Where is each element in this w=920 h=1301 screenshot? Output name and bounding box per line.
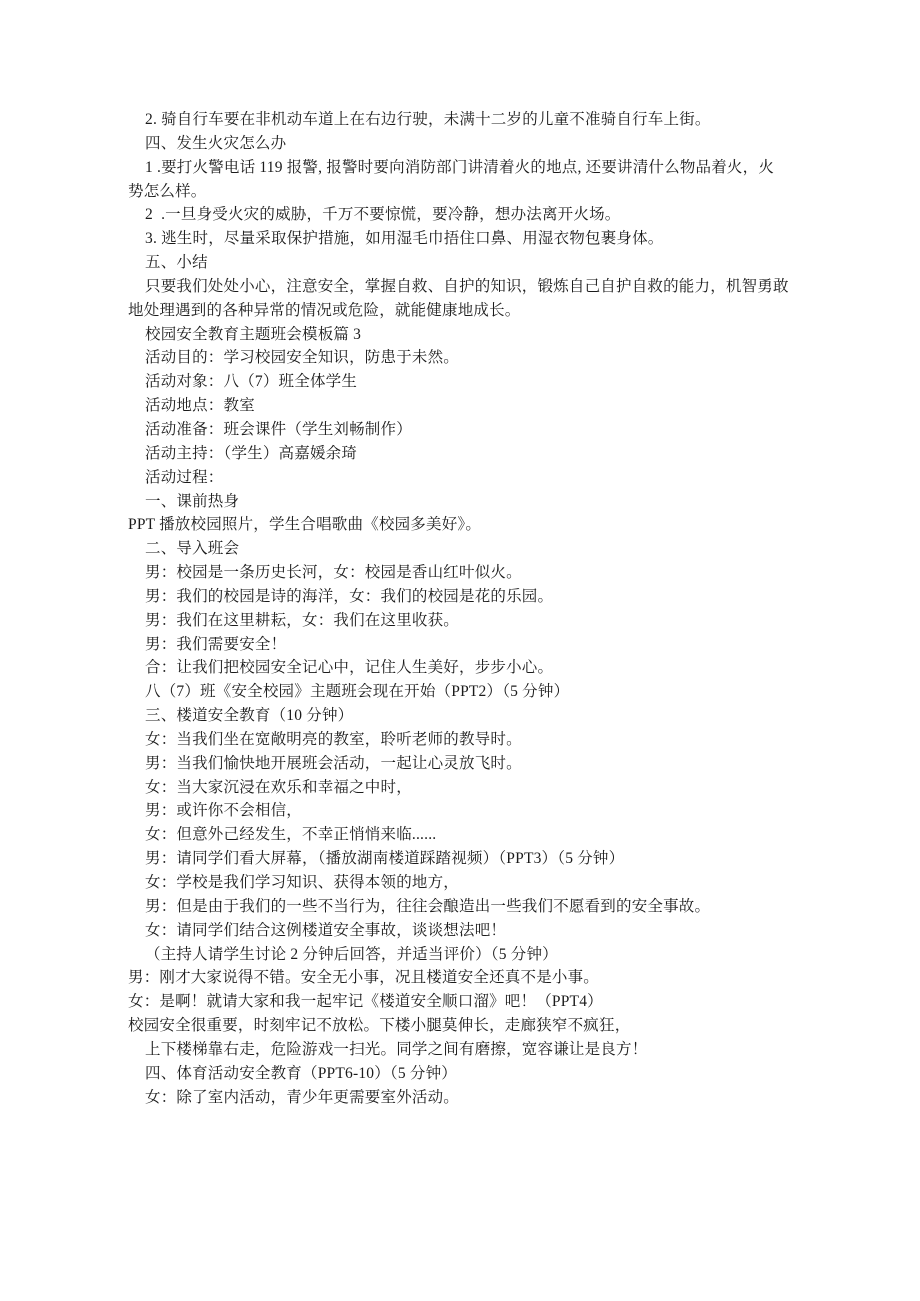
text-line: 合：让我们把校园安全记心中，记住人生美好，步步小心。 <box>145 659 554 677</box>
text-line: 活动对象：八（7）班全体学生 <box>145 373 358 391</box>
text-line: 男：校园是一条历史长河，女：校园是香山红叶似火。 <box>145 564 522 582</box>
text-line: 活动主持：（学生）高嘉媛余琦 <box>145 444 358 462</box>
text-line: 活动目的：学习校园安全知识，防患于未然。 <box>145 349 460 367</box>
text-line: 男：刚才大家说得不错。安全无小事，况且楼道安全还真不是小事。 <box>128 969 600 987</box>
text-line: 男：但是由于我们的一些不当行为，往往会酿造出一些我们不愿看到的安全事故。 <box>145 897 711 915</box>
text-line: 上下楼梯靠右走，危险游戏一扫光。同学之间有磨擦，宽容谦让是良方！ <box>145 1040 648 1058</box>
text-line: 女：当我们坐在宽敞明亮的教室，聆听老师的教导时。 <box>145 730 522 748</box>
text-line: 只要我们处处小心，注意安全，掌握自救、自护的知识，锻炼自己自护自救的能力，机智勇敢 <box>145 277 789 295</box>
text-line: PPT 播放校园照片，学生合唱歌曲《校园多美好》。 <box>128 516 482 534</box>
text-line: 女：学校是我们学习知识、获得本领的地方， <box>145 874 460 891</box>
text-line: 一、课前热身 <box>145 492 240 510</box>
text-line: 活动地点：教室 <box>145 397 255 415</box>
text-line: 四、发生火灾怎么办 <box>145 134 287 152</box>
text-line: 女：当大家沉浸在欢乐和幸福之中时， <box>145 778 412 796</box>
text-line: 3. 逃生时，尽量采取保护措施，如用湿毛巾捂住口鼻、用湿衣物包裹身体。 <box>145 230 664 248</box>
text-line: 校园安全教育主题班会模板篇 3 <box>145 325 362 343</box>
text-line: 男：我们在这里耕耘，女：我们在这里收获。 <box>145 611 460 629</box>
text-line: 男：或许你不会相信， <box>145 802 303 820</box>
text-line: （主持人请学生讨论 2 分钟后回答，并适当评价）（5 分钟） <box>145 945 558 963</box>
text-line: 1 .要打火警电话 119 报警, 报警时要向消防部门讲清着火的地点, 还要讲清什么物品着火，火 <box>145 158 775 176</box>
text-line: 校园安全很重要，时刻牢记不放松。下楼小腿莫伸长，走廊狭窄不疯狂， <box>128 1017 631 1035</box>
text-line: 男：请同学们看大屏幕，（播放湖南楼道踩踏视频）（PPT3）（5 分钟） <box>145 850 625 868</box>
text-line: 男：我们需要安全！ <box>145 635 287 653</box>
text-line: 女：除了室内活动，青少年更需要室外活动。 <box>145 1088 460 1106</box>
text-line: 2 .一旦身受火灾的威胁，千万不要惊慌，要冷静，想办法离开火场。 <box>145 206 621 224</box>
document-body <box>128 108 828 1109</box>
text-line: 五、小结 <box>145 254 208 272</box>
text-line: 2. 骑自行车要在非机动车道上在右边行驶，未满十二岁的儿童不准骑自行车上街。 <box>145 111 711 128</box>
text-line: 八（7）班《安全校园》主题班会现在开始（PPT2）（5 分钟） <box>145 683 570 701</box>
text-line: 四、体育活动安全教育（PPT6-10）（5 分钟） <box>145 1064 457 1082</box>
text-line: 男：我们的校园是诗的海洋，女：我们的校园是花的乐园。 <box>145 587 554 605</box>
text-line: 势怎么样。 <box>128 182 207 200</box>
text-line: 三、楼道安全教育（10 分钟） <box>145 707 354 725</box>
text-line: 活动准备：班会课件（学生刘畅制作） <box>145 420 412 438</box>
text-line: 地处理遇到的各种异常的情况或危险，就能健康地成长。 <box>128 301 521 319</box>
text-line: 女：但意外己经发生，不幸正悄悄来临...... <box>145 826 437 844</box>
text-line: 女：请同学们结合这例楼道安全事故，谈谈想法吧！ <box>145 921 507 939</box>
text-line: 二、导入班会 <box>145 540 240 558</box>
text-line: 女：是啊！就请大家和我一起牢记《楼道安全顺口溜》吧！（PPT4） <box>128 993 603 1011</box>
text-line: 活动过程： <box>145 468 224 486</box>
text-line: 男：当我们愉快地开展班会活动，一起让心灵放飞时。 <box>145 754 522 772</box>
